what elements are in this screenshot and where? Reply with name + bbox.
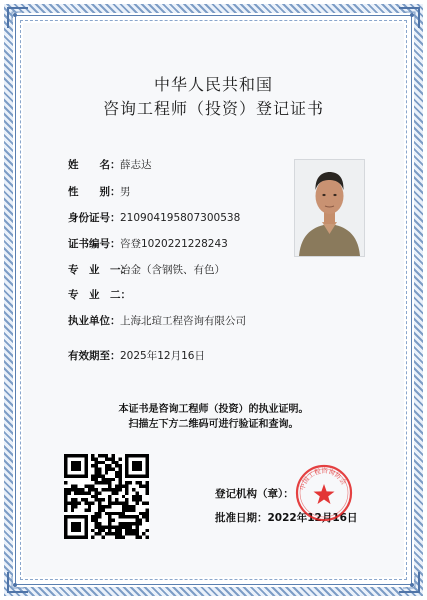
corner-ornament-icon — [6, 570, 30, 594]
field-value-valid-until: 2025年12月16日 — [120, 350, 205, 362]
field-row-gender — [68, 185, 131, 199]
field-row-name — [68, 158, 152, 172]
field-row-specialty-one — [68, 263, 225, 277]
certificate-title-country: 中华人民共和国 — [153, 75, 273, 94]
certificate-title: 咨询工程师（投资）登记证书 — [102, 99, 324, 118]
field-row-valid-until — [68, 349, 205, 363]
field-row-certificate-number — [68, 237, 228, 251]
field-value-employer: 上海北瑄工程咨询有限公司 — [120, 315, 246, 327]
portrait-photo — [294, 159, 365, 257]
field-row-specialty-two — [68, 288, 131, 302]
field-row-id-number — [68, 211, 240, 225]
corner-ornament-icon — [397, 570, 421, 594]
svg-text:中国工程咨询协会: 中国工程咨询协会 — [298, 466, 348, 492]
field-label: 专 业 二： — [68, 289, 131, 301]
field-value-specialty-one: 冶金（含钢铁、有色） — [120, 264, 225, 276]
note-line-2: 扫描左下方二维码可进行验证和查询。 — [128, 419, 299, 430]
field-label: 执业单位： — [68, 315, 121, 327]
field-label: 姓 名： — [68, 159, 121, 171]
field-label: 性 别： — [68, 186, 121, 198]
corner-ornament-icon — [397, 6, 421, 30]
field-row-employer — [68, 314, 246, 328]
corner-ornament-icon — [6, 6, 30, 30]
field-label: 有效期至： — [68, 350, 121, 362]
official-seal-stamp — [294, 463, 354, 523]
field-label: 身份证号： — [68, 212, 121, 224]
note-line-1: 本证书是咨询工程师（投资）的执业证明。 — [118, 404, 309, 415]
approval-date-value: 2022年12月16日 — [267, 512, 358, 524]
field-value-name: 薛志达 — [120, 159, 152, 171]
field-value-id-number: 210904195807300538 — [120, 212, 241, 224]
verification-qr-code[interactable] — [64, 454, 149, 539]
field-value-gender: 男 — [120, 186, 131, 198]
approval-date-label: 批准日期： — [215, 512, 268, 524]
field-label: 证书编号： — [68, 238, 121, 250]
field-label: 专 业 一： — [68, 264, 131, 276]
issuer-label: 登记机构（章）： — [215, 488, 294, 500]
field-value-certificate-number: 咨登1020221228243 — [120, 238, 228, 250]
